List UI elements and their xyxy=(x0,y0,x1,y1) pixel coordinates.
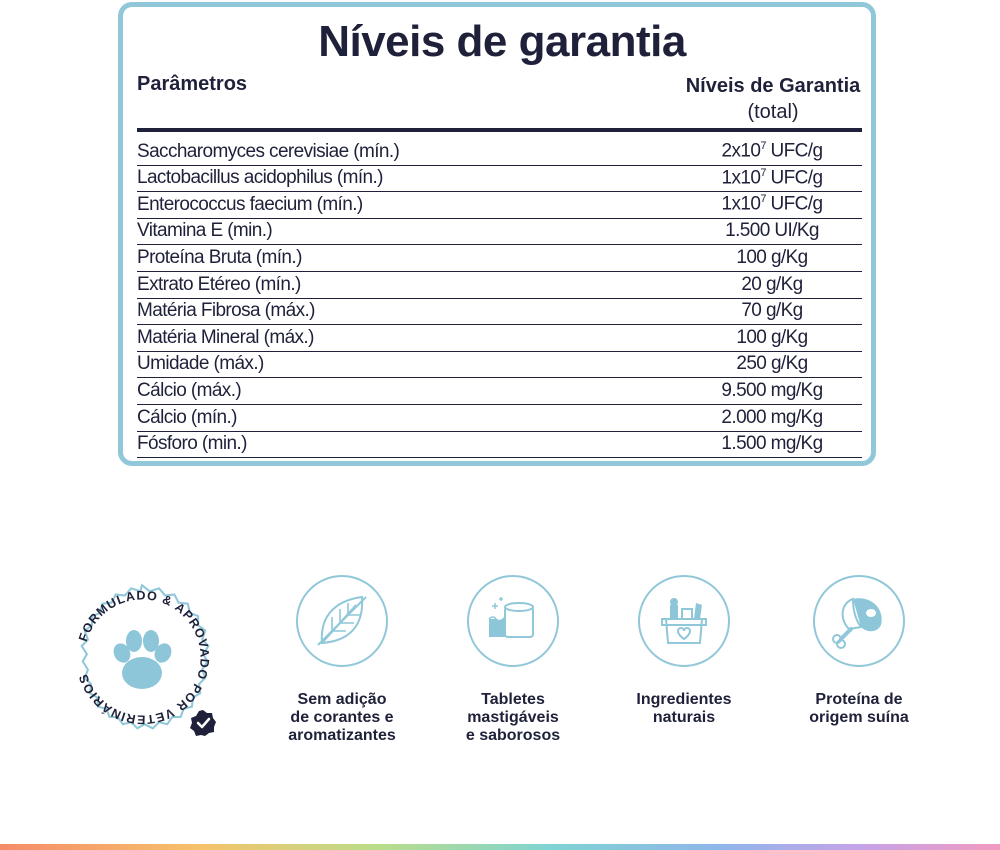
param-name: Lactobacillus acidophilus (mín.) xyxy=(137,167,383,189)
header-parameters: Parâmetros xyxy=(137,73,248,95)
param-value: $1x10^7$ UFC/g xyxy=(721,193,823,215)
feature-label: Sem adição de corantes e aromatizantes xyxy=(288,691,396,744)
header-guarantee-levels-sub: (total) xyxy=(747,101,799,123)
table-row xyxy=(137,378,862,405)
param-name: Fósforo (min.) xyxy=(137,433,247,455)
feature-label: Ingredientes naturais xyxy=(636,691,732,726)
header-divider xyxy=(137,128,862,132)
table-row xyxy=(137,139,862,166)
param-value: 100 g/Kg xyxy=(736,326,808,348)
feature-no-colorants xyxy=(262,575,422,745)
table-row xyxy=(137,299,862,326)
param-value: 70 g/Kg xyxy=(741,300,803,322)
header-guarantee-levels xyxy=(673,73,873,125)
feature-natural-ingredients xyxy=(604,575,764,727)
param-value: $1x10^7$ UFC/g xyxy=(721,166,823,189)
guarantee-levels-panel xyxy=(118,2,876,466)
natural-ingredients-box-icon xyxy=(652,589,716,653)
param-value: $2x10^7$ UFC/g xyxy=(721,140,823,162)
table-row xyxy=(137,352,862,379)
rainbow-footer-bar xyxy=(0,844,1000,850)
feature-icon-circle xyxy=(467,575,559,667)
param-name: Cálcio (máx.) xyxy=(137,379,242,401)
param-value: 20 g/Kg xyxy=(741,273,803,295)
param-name: Umidade (máx.) xyxy=(137,353,264,375)
param-name: Extrato Etéreo (mín.) xyxy=(137,273,301,295)
param-value: 250 g/Kg xyxy=(736,353,808,375)
param-value: 100 g/Kg xyxy=(736,246,808,268)
param-name: Saccharomyces cerevisiae (mín.) xyxy=(137,140,400,162)
param-name: Vitamina E (min.) xyxy=(137,220,273,242)
guarantee-table xyxy=(137,139,862,458)
chewable-tablet-icon xyxy=(481,589,545,653)
table-title: Níveis de garantia xyxy=(318,17,686,66)
table-row xyxy=(137,432,862,459)
param-name: Cálcio (mín.) xyxy=(137,406,237,428)
feature-icon-circle xyxy=(638,575,730,667)
feature-icon-circle xyxy=(296,575,388,667)
meat-leg-icon xyxy=(827,589,891,653)
feature-strip xyxy=(0,570,1000,770)
table-row xyxy=(137,245,862,272)
param-value: 9.500 mg/Kg xyxy=(721,379,823,401)
param-name: Matéria Fibrosa (máx.) xyxy=(137,300,315,322)
param-name: Proteína Bruta (mín.) xyxy=(137,246,302,268)
feature-icon-circle xyxy=(813,575,905,667)
vet-approved-seal xyxy=(60,575,225,740)
param-value: 2.000 mg/Kg xyxy=(721,406,823,428)
param-name: Enterococcus faecium (mín.) xyxy=(137,193,363,215)
seal-text: FORMULADO & APROVADO POR VETERINÁRIOS xyxy=(75,588,212,727)
table-row xyxy=(137,272,862,299)
table-row xyxy=(137,219,862,246)
feature-pork-protein xyxy=(779,575,939,727)
param-value: 1.500 mg/Kg xyxy=(721,433,823,455)
feature-chewable-tablets xyxy=(433,575,593,745)
check-badge-icon xyxy=(190,710,216,736)
table-row xyxy=(137,405,862,432)
table-row xyxy=(137,325,862,352)
table-row xyxy=(137,192,862,219)
param-name: Matéria Mineral (máx.) xyxy=(137,326,314,348)
feature-label: Proteína de origem suína xyxy=(809,691,909,726)
leaf-icon xyxy=(310,589,374,653)
header-guarantee-levels-label: Níveis de Garantia xyxy=(685,75,861,97)
param-value: 1.500 UI/Kg xyxy=(725,220,819,242)
feature-label: Tabletes mastigáveis e saborosos xyxy=(465,691,561,744)
table-row xyxy=(137,166,862,193)
